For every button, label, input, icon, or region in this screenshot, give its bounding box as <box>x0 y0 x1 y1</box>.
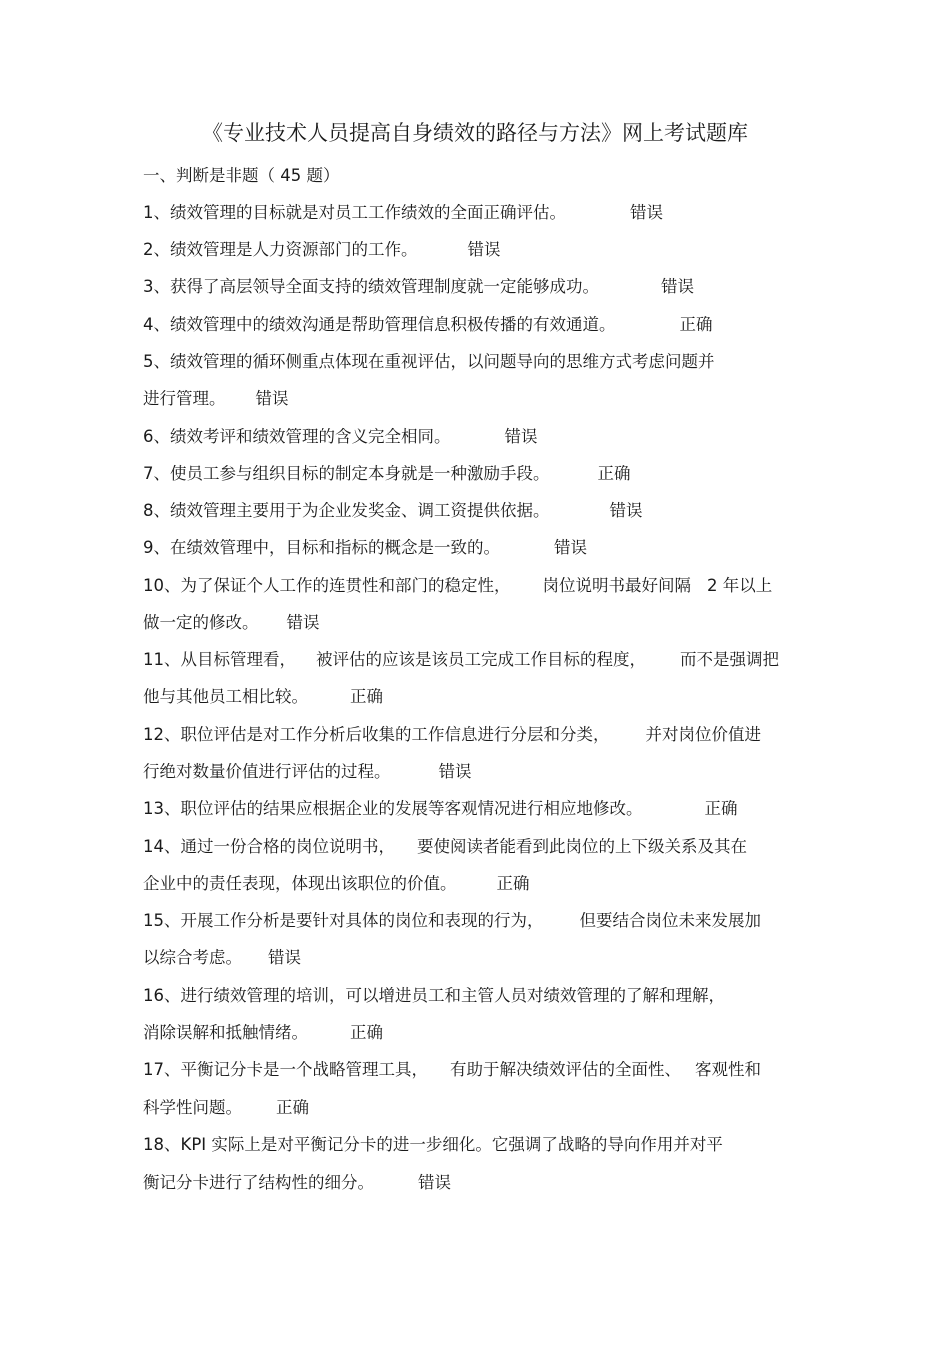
question-text: 1、绩效管理的目标就是对员工工作绩效的全面正确评估。 <box>143 203 566 222</box>
question-14 <box>143 836 747 858</box>
question-answer: 正确 <box>496 874 530 893</box>
question-17 <box>143 1059 761 1081</box>
question-answer: 正确 <box>704 799 738 818</box>
question-text: 5、绩效管理的循环侧重点体现在重视评估，以问题导向的思维方式考虑问题并 <box>143 352 715 371</box>
question-5 <box>143 351 715 373</box>
question-11 <box>143 649 779 671</box>
question-1 <box>143 202 663 224</box>
question-text: 8、绩效管理主要用于为企业发奖金、调工资提供依据。 <box>143 501 550 520</box>
question-text-cont: 行绝对数量价值进行评估的过程。 <box>143 762 391 781</box>
question-answer: 错误 <box>504 427 538 446</box>
question-answer: 错误 <box>630 203 663 222</box>
question-text-cont: 做一定的修改。 <box>143 613 259 632</box>
question-text: 10、为了保证个人工作的连贯性和部门的稳定性， <box>143 576 511 595</box>
question-text: 4、绩效管理中的绩效沟通是帮助管理信息积极传播的有效通道。 <box>143 315 616 334</box>
question-16-continued <box>143 1022 383 1044</box>
question-text-cont: 进行管理。 <box>143 389 226 408</box>
question-text-b: 岗位说明书最好间隔 <box>542 576 691 595</box>
question-2 <box>143 239 501 261</box>
question-5-continued <box>143 388 289 410</box>
question-text: 7、使员工参与组织目标的制定本身就是一种激励手段。 <box>143 464 550 483</box>
question-text-cont: 消除误解和抵触情绪。 <box>143 1023 308 1042</box>
question-text-cont: 衡记分卡进行了结构性的细分。 <box>143 1173 374 1192</box>
question-text-c: 2 年以上 <box>707 576 773 595</box>
question-10 <box>143 575 772 597</box>
question-text: 6、绩效考评和绩效管理的含义完全相同。 <box>143 427 451 446</box>
question-answer: 正确 <box>679 315 713 334</box>
question-answer: 错误 <box>268 948 301 967</box>
question-15 <box>143 910 761 932</box>
question-text-cont: 科学性问题。 <box>143 1098 242 1117</box>
question-9 <box>143 537 587 559</box>
question-10-continued <box>143 612 320 634</box>
question-answer: 正确 <box>597 464 631 483</box>
question-answer: 错误 <box>661 277 694 296</box>
question-text-c: 客观性和 <box>695 1060 761 1079</box>
question-answer: 正确 <box>276 1098 309 1117</box>
question-text: 16、进行绩效管理的培训，可以增进员工和主管人员对绩效管理的了解和理解， <box>143 986 725 1005</box>
question-answer: 错误 <box>609 501 643 520</box>
question-text: 12、职位评估是对工作分析后收集的工作信息进行分层和分类， <box>143 725 610 744</box>
question-8 <box>143 500 643 522</box>
question-text-b: 被评估的应该是该员工完成工作目标的程度， <box>316 650 646 669</box>
question-answer: 错误 <box>286 613 320 632</box>
question-answer: 错误 <box>255 389 289 408</box>
question-text: 14、通过一份合格的岗位说明书， <box>143 837 395 856</box>
question-4 <box>143 314 713 336</box>
question-7 <box>143 463 631 485</box>
question-12-continued <box>143 761 472 783</box>
question-text-b: 并对岗位价值进 <box>645 725 761 744</box>
question-answer: 错误 <box>418 1173 451 1192</box>
question-answer: 错误 <box>438 762 472 781</box>
question-18 <box>143 1134 723 1156</box>
question-text: 13、职位评估的结果应根据企业的发展等客观情况进行相应地修改。 <box>143 799 643 818</box>
question-12 <box>143 724 761 746</box>
section-heading: 一、判断是非题（ 45 题） <box>143 166 340 185</box>
question-15-continued <box>143 947 301 969</box>
question-text: 3、获得了高层领导全面支持的绩效管理制度就一定能够成功。 <box>143 277 599 296</box>
question-answer: 正确 <box>350 1023 383 1042</box>
question-text: 15、开展工作分析是要针对具体的岗位和表现的行为， <box>143 911 544 930</box>
question-text: 9、在绩效管理中，目标和指标的概念是一致的。 <box>143 538 500 557</box>
question-18-continued <box>143 1172 451 1194</box>
question-text-cont: 企业中的责任表现，体现出该职位的价值。 <box>143 874 457 893</box>
question-17-continued <box>143 1097 309 1119</box>
question-11-continued <box>143 686 383 708</box>
question-answer: 错误 <box>554 538 587 557</box>
question-answer: 错误 <box>467 240 501 259</box>
question-text: 11、从目标管理看， <box>143 650 296 669</box>
question-16 <box>143 985 725 1007</box>
question-text: 2、绩效管理是人力资源部门的工作。 <box>143 240 418 259</box>
question-14-continued <box>143 873 530 895</box>
question-text-cont: 他与其他员工相比较。 <box>143 687 308 706</box>
question-text-b: 有助于解决绩效评估的全面性、 <box>450 1060 681 1079</box>
question-text: 17、平衡记分卡是一个战略管理工具， <box>143 1060 428 1079</box>
question-text-c: 而不是强调把 <box>680 650 779 669</box>
question-text: 18、KPI 实际上是对平衡记分卡的进一步细化。它强调了战略的导向作用并对平 <box>143 1135 723 1154</box>
question-6 <box>143 426 538 448</box>
document-title: 《专业技术人员提高自身绩效的路径与方法》网上考试题库 <box>202 121 748 145</box>
question-text-cont: 以综合考虑。 <box>143 948 242 967</box>
question-text-b: 但要结合岗位未来发展加 <box>579 911 761 930</box>
question-text-b: 要使阅读者能看到此岗位的上下级关系及其在 <box>417 837 747 856</box>
question-answer: 正确 <box>350 687 383 706</box>
question-3 <box>143 276 694 298</box>
question-13 <box>143 798 738 820</box>
